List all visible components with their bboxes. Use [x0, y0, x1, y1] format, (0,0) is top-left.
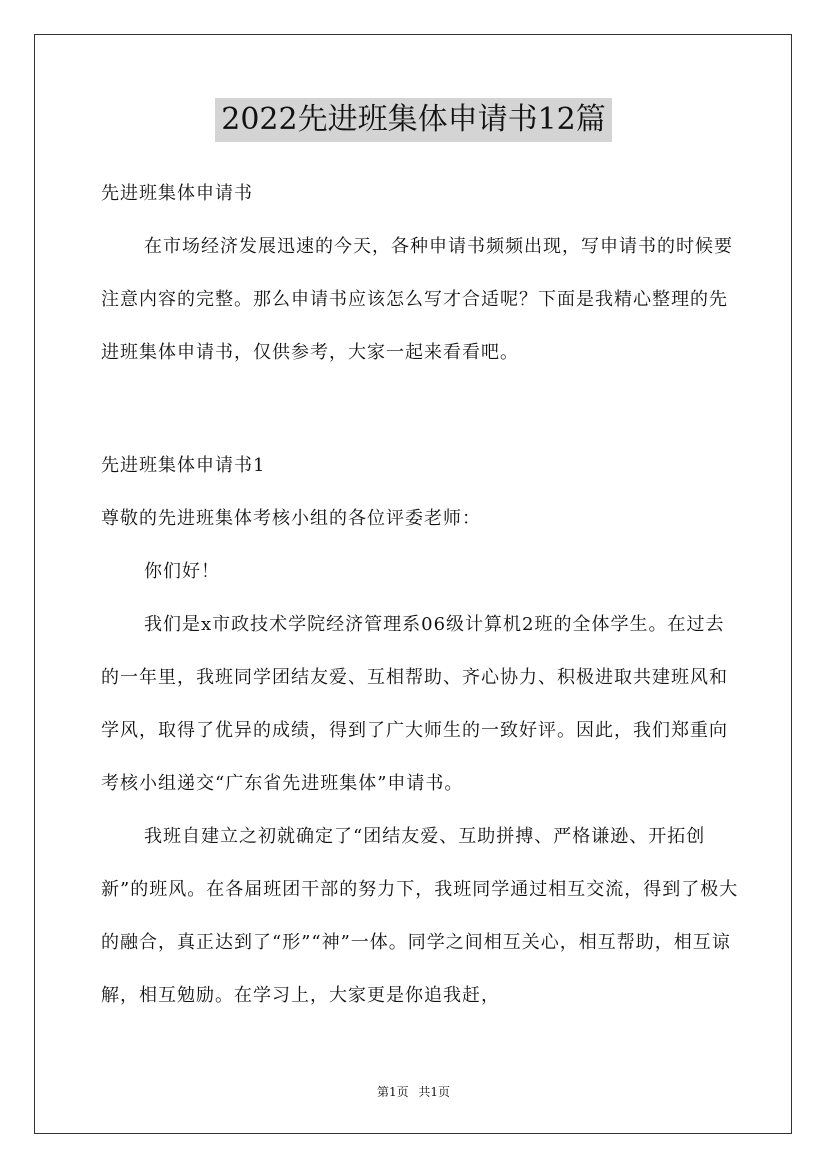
document-title: 2022先进班集体申请书12篇: [215, 98, 612, 142]
page-number: 第1页: [376, 1085, 409, 1099]
body-paragraph-1: 我们是x市政技术学院经济管理系06级计算机2班的全体学生。在过去的一年里，我班同学团结友爱、互相帮助、齐心协力、积极进取共建班风和学风，取得了优异的成绩，得到了广大师生的一致好评。因此，我们郑重向考核小组递交“广东省先进班集体”申请书。: [101, 614, 728, 794]
page-footer: [0, 1084, 827, 1100]
intro-heading: 先进班集体申请书: [101, 183, 253, 204]
section-1: [101, 439, 741, 1022]
section1-heading: 先进班集体申请书1: [101, 455, 266, 476]
page-total: 共1页: [418, 1085, 451, 1099]
body-paragraph-2: 我班自建立之初就确定了“团结友爱、互助拼搏、严格谦逊、开拓创新”的班风。在各届班团干部的努力下，我班同学通过相互交流，得到了极大的融合，真正达到了“形”“神”一体。同学之间相互关心，相互帮助，相互谅解，相互勉励。在学习上，大家更是你追我赶，: [101, 826, 739, 1006]
intro-section: [101, 167, 741, 379]
intro-paragraph: 在市场经济发展迅速的今天，各种申请书频频出现，写申请书的时候要注意内容的完整。那么申请书应该怎么写才合适呢？下面是我精心整理的先进班集体申请书，仅供参考，大家一起来看看吧。: [101, 236, 733, 363]
salutation: 尊敬的先进班集体考核小组的各位评委老师：: [101, 508, 481, 529]
greeting: 你们好！: [144, 561, 220, 582]
title-container: [0, 98, 827, 142]
